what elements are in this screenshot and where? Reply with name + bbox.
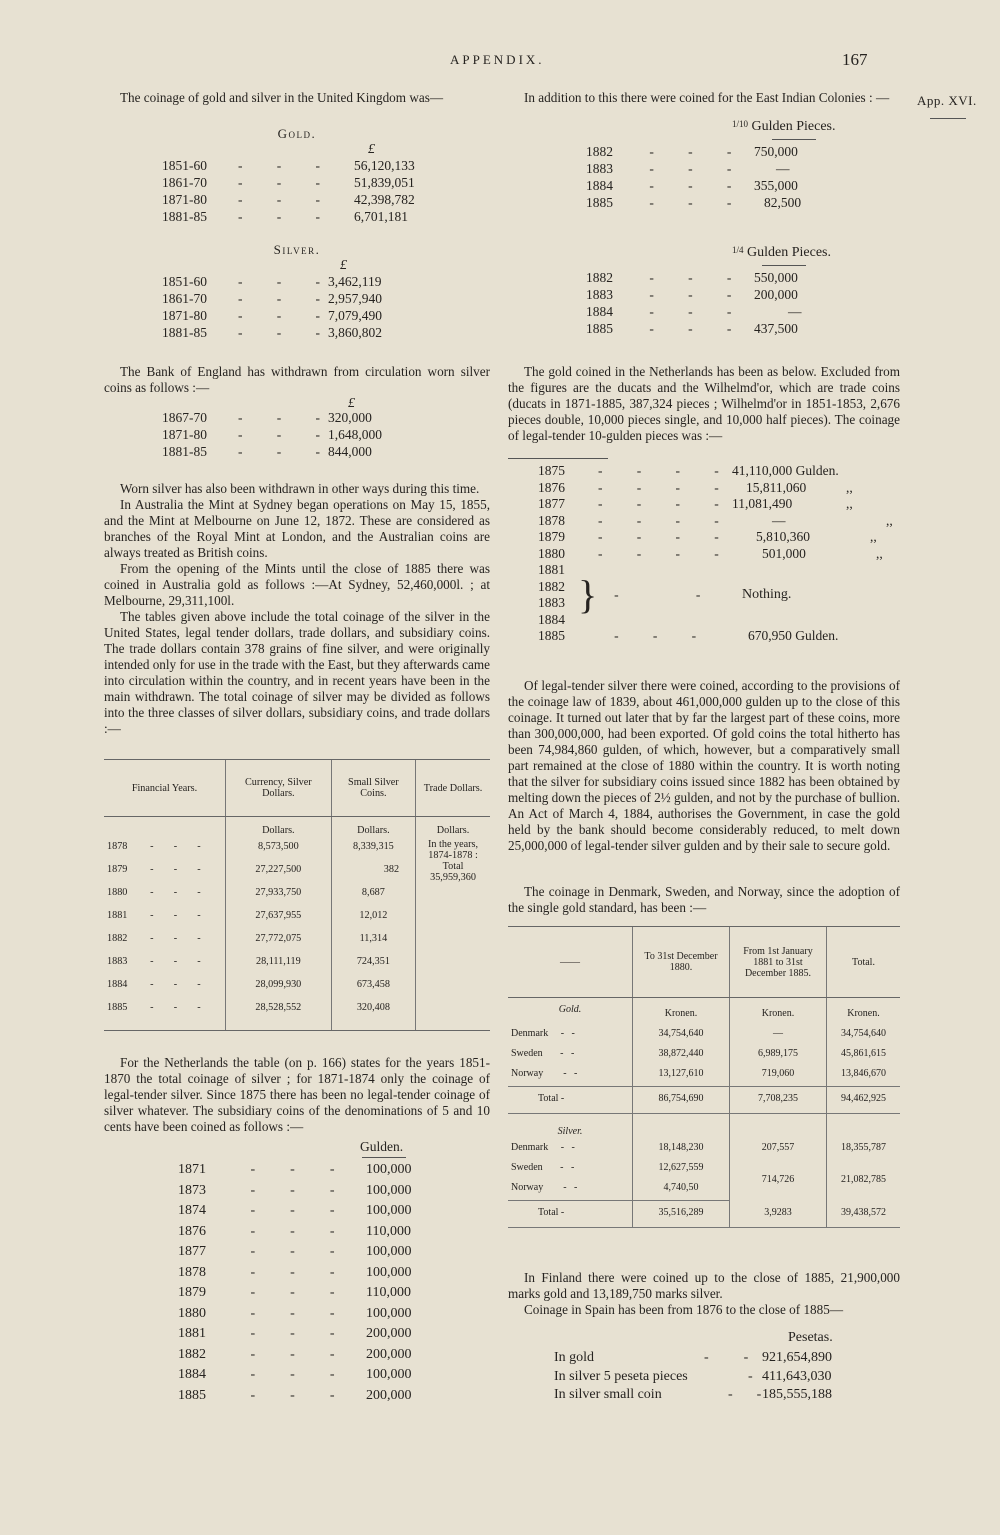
table-row: In silver 5 peseta pieces - 411,643,030 [554,1368,832,1384]
table-row: 1885 - - - 670,950 Gulden. [538,628,839,643]
netherlands-silver-law-paragraph: Of legal-tender silver there were coined, according to the provisions of the coinage law of 1839, about 461,000,000 gulden up to the close of this coinage. It turned out later that by far the largest part of these coins, more than 300,000,000, had been exported. Of gold coins the total hitherto has been 74,984,860 gulden, of which, however, but a comparatively small part remained at the close of 1880 within the country. It is worth noting that the silver for subsidiary coins issued since 1882 has been obtained by melting down the pieces of 2½ gulden, and not by the purchase of bullion. An Act of March 4, 1884, authorises the Government, in case the gold held by the bank should become considerably reduced, to melt down 25,000,000 of legal-tender silver gulden and by their sale to secure gold. [508,678,900,853]
table-row: 1881 - - - 200,000 [178,1326,412,1341]
table-row: 1877 - - - 100,000 [178,1244,412,1259]
tenth-gulden-heading: $^{1/10}$ Gulden Pieces. [732,119,836,134]
table-row: Sweden - - 12,627,559 714,726 21,082,785 [508,1160,900,1180]
table-row: 1880 - - - 27,933,750 8,687 [104,885,490,908]
table-row: 1883 - - - 200,000 [586,287,798,302]
us-silver-table: Financial Years. Currency, Silver Dollars. Small Silver Coins. Trade Dollars. Dollars. Dollars. Dollars. 1878 - - - 8,573,500 8,339,315 In the years, 1874-1878 : Total 35,959,360 1879 - - - 27,227,500 382 1880 - - - 27,933,750 8,687 1881 - - - 27,637,955 12,012 1882 - - - 27,772,075 11,314 1883 - - - 28,111,119 724,351 1884 - - - 28,099,930 673,458 1885 - - - 28,528,552 320,408 [104,759,490,1031]
table-row: 1881-85 - - - 6,701,181 [162,209,408,224]
netherlands-silver-paragraph: For the Netherlands the table (on p. 166) states for the years 1851-1870 the total coinage of silver ; for 1871-1874 only the coinage of legal-tender silver. Since 1875 there has been no legal-tender coinage of silver whatever. The subsidiary coins of the denominations of 5 and 10 cents have been coined as follows :— [104,1055,490,1134]
finland-paragraph: In Finland there were coined up to the close of 1885, 21,900,000 marks gold and 13,189,750 marks silver. [508,1270,900,1301]
table-row: Norway - - 13,127,610 719,060 13,846,670 [508,1066,900,1087]
total-row: Total - 35,516,289 3,9283 39,438,572 [508,1201,900,1228]
table-row: 1861-70 - - - 51,839,051 [162,175,415,190]
table-row: 1877 - - - - 11,081,490 ,, [538,496,853,511]
table-row: 1885 - - - 28,528,552 320,408 [104,1000,490,1031]
table-row: 1871-80 - - - 42,398,782 [162,192,415,207]
gold-unit: £ [368,142,375,157]
side-rule [930,118,966,119]
east-indian-intro: In addition to this there were coined for the East Indian Colonies : — [524,90,890,105]
silver-heading: Silver. [273,242,321,257]
australia-mint-paragraph: In Australia the Mint at Sydney began operations on May 15, 1855, and the Mint at Melbourne on June 12, 1872. These are considered as branches of the Royal Mint at London, and the Australian coins are always treated as British coins. [104,497,490,560]
table-row: 1885 - - - 437,500 [586,321,798,336]
us-silver-paragraph: The tables given above include the total coinage of the silver in the United States, legal tender dollars, trade dollars, and subsidiary coins. The trade dollars contain 378 grains of fine silver, and were originally intended only for use in the trade with the East, but they afterwards came into circulation within the country, and in recent years have been in the main withdrawn. The total coinage of silver may be divided as follows into the three classes of silver dollars, subsidiary coins, and trade dollars :— [104,609,490,736]
pesetas-unit: Pesetas. [788,1330,833,1345]
table-row: 1871-80 - - - 1,648,000 [162,427,382,442]
table-row: 1882 - - - 200,000 [178,1346,412,1362]
column-header: Small Silver Coins. [331,760,415,817]
bank-unit: £ [348,396,355,411]
table-row: 1880 - - - - 501,000 ,, [538,545,883,561]
subsidiary-coins-table [104,1162,490,1408]
table-row: 1882 - - - 550,000 [586,270,798,285]
gold-section-label: Gold. [558,1004,582,1015]
worn-silver-paragraph: Worn silver has also been withdrawn in other ways during this time. [120,481,480,496]
quarter-gulden-heading: $^{1/4}$ Gulden Pieces. [732,245,831,260]
page-number: 167 [842,50,868,69]
table-row: In gold - - 921,654,890 [554,1350,832,1365]
table-row: 1851-60 - - - 3,462,119 [162,274,382,289]
total-row: Total - 86,754,690 7,708,235 94,462,925 [508,1087,900,1114]
table-row: 1882 - - - 750,000 [586,144,798,159]
table-row: 1851-60 - - - 56,120,133 [162,158,415,173]
silver-section-label: Silver. [557,1126,583,1137]
table-row: 1871-80 - - - 7,079,490 [162,308,382,323]
gold-table [104,158,490,226]
table-row: 1876 - - - - 15,811,060 ,, [538,479,853,495]
trade-dollars-note: In the years, 1874-1878 : Total 35,959,360 [416,839,490,885]
table-row: Sweden - - 38,872,440 6,989,175 45,861,615 [508,1046,900,1066]
table-row: Denmark - - 18,148,230 207,557 18,355,787 [508,1140,900,1160]
silver-unit: £ [340,258,347,273]
gulden-unit: Gulden. [360,1139,404,1154]
brace: } [578,572,598,617]
column-header: To 31st December 1880. [633,927,730,998]
spain-table [508,1350,900,1406]
table-row: 1874 - - - 100,000 [178,1203,412,1218]
silver-table [104,274,490,342]
table-row: 1883 - - - — [586,161,790,176]
table-row: 1873 - - - 100,000 [178,1182,412,1198]
table-row: Norway - - 4,740,50 [508,1180,900,1201]
table-row: 1882 - - - 27,772,075 11,314 [104,931,490,954]
table-row: 1884 - - - 100,000 [178,1367,412,1382]
table-row: 1879 - - - 27,227,500 382 [104,862,490,885]
table-row: 1867-70 - - - 320,000 [162,410,372,425]
column-header: From 1st January 1881 to 31st December 1885. [730,927,827,998]
bank-withdrawal-table [104,410,490,461]
column-header: —— [508,927,633,998]
table-row: Denmark - - 34,754,640 — 34,754,640 [508,1026,900,1046]
table-row: 1884 - - - — [586,304,802,319]
column-header: Total. [827,927,901,998]
column-header: Financial Years. [104,760,226,817]
running-head: APPENDIX. [450,52,545,67]
column-header: Trade Dollars. [416,760,490,817]
nothing-group: 1881 1882 1883 1884 } - - Nothing. [538,562,792,627]
netherlands-gold-paragraph: The gold coined in the Netherlands has been as below. Excluded from the figures are the ducats and the Wilhelmd'or, which are trade coins (ducats in 1871-1885, 387,324 pieces ; Wilhelmd'or in 1851-1853, 2,676 pieces double, 10,000 pieces single, and 10,000 half pieces). The coinage of legal-tender 10-gulden pieces was :— [508,364,900,443]
table-row: 1861-70 - - - 2,957,940 [162,291,382,306]
table-row: 1885 - - - 82,500 [586,195,802,210]
ten-gulden-table [508,463,900,646]
spain-intro: Coinage in Spain has been from 1876 to the close of 1885— [524,1302,844,1317]
table-row: 1878 - - - - — ,, [538,512,893,528]
table-row: 1881 - - - 27,637,955 12,012 [104,908,490,931]
table-row: 1876 - - - 110,000 [178,1223,411,1239]
table-row: 1875 - - - - 41,110,000 Gulden. [538,463,839,478]
column-header: Currency, Silver Dollars. [226,760,332,817]
left-column [104,90,490,1408]
quarter-gulden-table [508,270,900,338]
table-row: 1884 - - - 355,000 [586,178,798,193]
table-row: 1871 - - - 100,000 [178,1162,412,1177]
scandinavia-table: —— To 31st December 1880. From 1st January 1881 to 31st December 1885. Total. Gold. Kronen. Kronen. Kronen. Denmark - - 34,754,640 — 34,754,640 Sweden - - 38,872,440 6,989,175 45,861,615 Norway - - 13,127,610 719,060 13,846,670 Total - 86,754,690 7,708,235 94,462,925 Silver. Denmark - - 18,148,230 207,557 18,355,787 Sweden - - 12,627,559 714,726 21,082,785 Norway - - 4,740,50 Total - 35,516,289 3,9283 39,438,572 [508,926,900,1228]
table-row: 1879 - - - 110,000 [178,1285,411,1300]
gold-heading: Gold. [277,126,317,141]
table-row: In silver small coin - - 185,555,188 [554,1387,832,1402]
scandinavia-intro: The coinage in Denmark, Sweden, and Norway, since the adoption of the single gold standard, has been :— [508,884,900,915]
table-row: 1881-85 - - - 3,860,802 [162,325,382,340]
table-row: 1878 - - - 100,000 [178,1264,412,1280]
right-column [508,90,900,1406]
table-row: 1883 - - - 28,111,119 724,351 [104,954,490,977]
table-row: 1885 - - - 200,000 [178,1387,412,1403]
table-row: 1880 - - - 100,000 [178,1305,412,1321]
tenth-gulden-table [508,144,900,212]
uk-coinage-intro: The coinage of gold and silver in the United Kingdom was— [120,90,444,105]
table-row: 1881-85 - - - 844,000 [162,444,372,459]
table-row: 1879 - - - - 5,810,360 ,, [538,529,877,544]
appendix-reference: App. XVI. [917,93,977,108]
table-row: 1884 - - - 28,099,930 673,458 [104,977,490,1000]
table-row: 1878 - - - 8,573,500 8,339,315 In the years, 1874-1878 : Total 35,959,360 [104,839,490,862]
bank-withdrawal-intro: The Bank of England has withdrawn from circulation worn silver coins as follows :— [104,364,490,395]
australia-gold-paragraph: From the opening of the Mints until the close of 1885 there was coined in Australia gold as follows :—At Sydney, 52,460,000l. ; at Melbourne, 29,311,100l. [104,561,490,608]
